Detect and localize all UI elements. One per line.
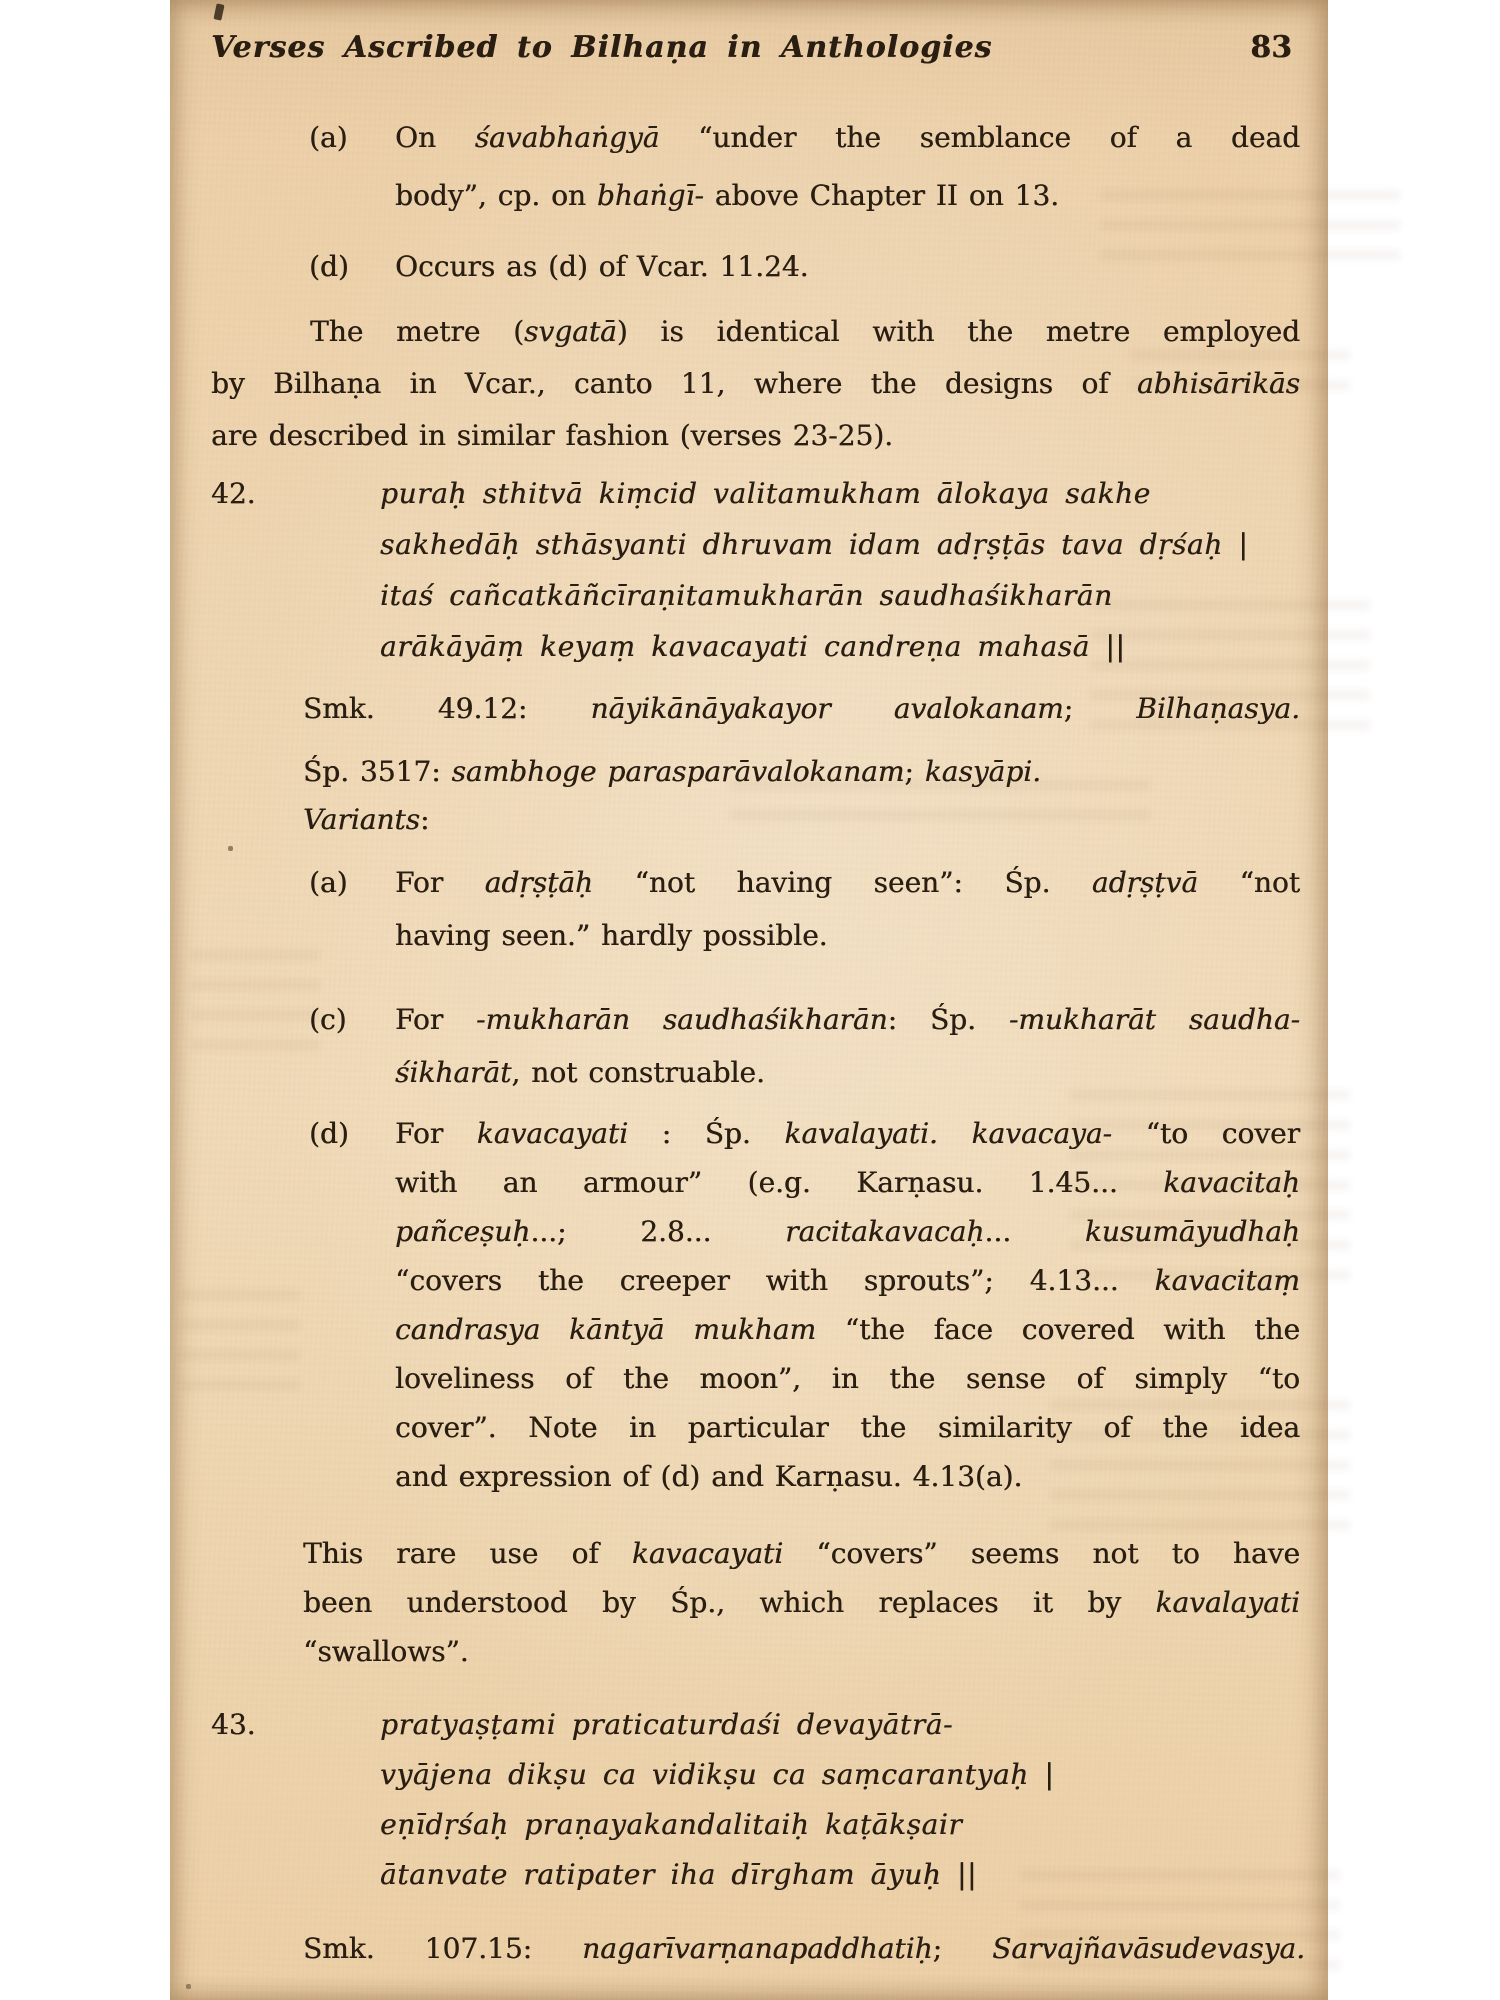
verse-line: vyājena dikṣu ca vidikṣu ca saṃcarantyaḥ |	[380, 1758, 1055, 1791]
text-line: For -mukharān saudhaśikharān: Śp. -mukharāt saudha-	[395, 1003, 1300, 1036]
book-page-scan	[170, 0, 1328, 2000]
verse-line: puraḥ sthitvā kiṃcid valitamukham ālokaya sakhe	[380, 477, 1151, 510]
note-a-label: (a)	[309, 121, 348, 154]
text-line: Smk. 49.12: nāyikānāyakayor avalokanam; Bilhaṇasya.	[303, 692, 1300, 725]
ink-speck	[228, 846, 233, 851]
text-line: are described in similar fashion (verses 23-25).	[211, 419, 894, 452]
text-line: cover”. Note in particular the similarity of the idea	[395, 1411, 1300, 1444]
verse-line: sakhedāḥ sthāsyanti dhruvam idam adṛṣṭās tava dṛśaḥ |	[380, 528, 1249, 561]
verse-43	[211, 1700, 1306, 1900]
variant-c	[309, 993, 1300, 1099]
text-line: For adṛṣṭāḥ “not having seen”: Śp. adṛṣṭvā “not	[395, 866, 1300, 899]
reference-sp-3517	[303, 746, 1300, 797]
note-d	[309, 241, 1300, 292]
text-line: The metre (svgatā) is identical with the metre employed	[310, 315, 1300, 348]
text-line: by Bilhaṇa in Vcar., canto 11, where the designs of abhisārikās	[211, 367, 1300, 400]
reference-smk-107-15	[303, 1923, 1305, 1974]
text-line: and expression of (d) and Karṇasu. 4.13(a).	[395, 1460, 1023, 1493]
verse-43-number: 43.	[211, 1708, 256, 1741]
running-title: Verses Ascribed to Bilhaṇa in Anthologies	[211, 30, 993, 65]
text-line: Occurs as (d) of Vcar. 11.24.	[395, 250, 809, 283]
text-line: pañceṣuḥ...; 2.8... racitakavacaḥ... kusumāyudhaḥ	[395, 1215, 1300, 1248]
ink-speck	[213, 3, 224, 20]
text-line: śikharāt, not construable.	[395, 1056, 765, 1089]
text-line: Śp. 3517: sambhoge parasparāvalokanam; kasyāpi.	[303, 755, 1042, 788]
verse-line: eṇīdṛśaḥ praṇayakandalitaiḥ kaṭākṣair	[380, 1808, 963, 1841]
bleed-through-smudge	[180, 1280, 300, 1390]
closing-paragraph	[303, 1529, 1300, 1676]
text-line: “swallows”.	[303, 1635, 469, 1668]
text-line: body”, cp. on bhaṅgī- above Chapter II on 13.	[395, 179, 1060, 212]
page-number: 83	[1250, 30, 1292, 65]
ink-speck	[186, 1984, 191, 1989]
variant-a	[309, 856, 1300, 962]
verse-line: ātanvate ratipater iha dīrgham āyuḥ ||	[380, 1858, 978, 1891]
text-line: This rare use of kavacayati “covers” seems not to have	[303, 1537, 1300, 1570]
note-d-label: (d)	[309, 250, 349, 283]
text-line: been understood by Śp., which replaces it by kavalayati	[303, 1586, 1300, 1619]
verse-line: pratyaṣṭami praticaturdaśi devayātrā-	[380, 1708, 954, 1741]
verse-42-number: 42.	[211, 477, 256, 510]
variant-c-label: (c)	[309, 1003, 347, 1036]
text-line: On śavabhaṅgyā “under the semblance of a dead	[395, 121, 1301, 154]
text-line: loveliness of the moon”, in the sense of simply “to	[395, 1362, 1300, 1395]
verse-line: itaś cañcatkāñcīraṇitamukharān saudhaśikharān	[380, 579, 1113, 612]
text-line: having seen.” hardly possible.	[395, 919, 828, 952]
text-line: candrasya kāntyā mukham “the face covered with the	[395, 1313, 1300, 1346]
text-line: Variants:	[303, 803, 430, 836]
variants-heading	[303, 794, 1300, 845]
variant-d	[309, 1109, 1300, 1501]
reference-smk-49-12	[303, 683, 1300, 734]
metre-paragraph	[211, 306, 1300, 462]
variant-d-label: (d)	[309, 1117, 349, 1150]
text-line: Smk. 107.15: nagarīvarṇanapaddhatiḥ; Sarvajñavāsudevasya.	[303, 1932, 1305, 1965]
bleed-through-smudge	[190, 930, 320, 1050]
note-a	[309, 109, 1300, 225]
text-line: with an armour” (e.g. Karṇasu. 1.45... kavacitaḥ	[395, 1166, 1300, 1199]
variant-a-label: (a)	[309, 866, 348, 899]
text-line: “covers the creeper with sprouts”; 4.13... kavacitaṃ	[395, 1264, 1300, 1297]
running-header	[211, 28, 1292, 68]
verse-42	[211, 468, 1306, 672]
verse-line: arākāyāṃ keyaṃ kavacayati candreṇa mahasā ||	[380, 630, 1126, 663]
text-line: For kavacayati : Śp. kavalayati. kavacaya- “to cover	[395, 1117, 1300, 1150]
